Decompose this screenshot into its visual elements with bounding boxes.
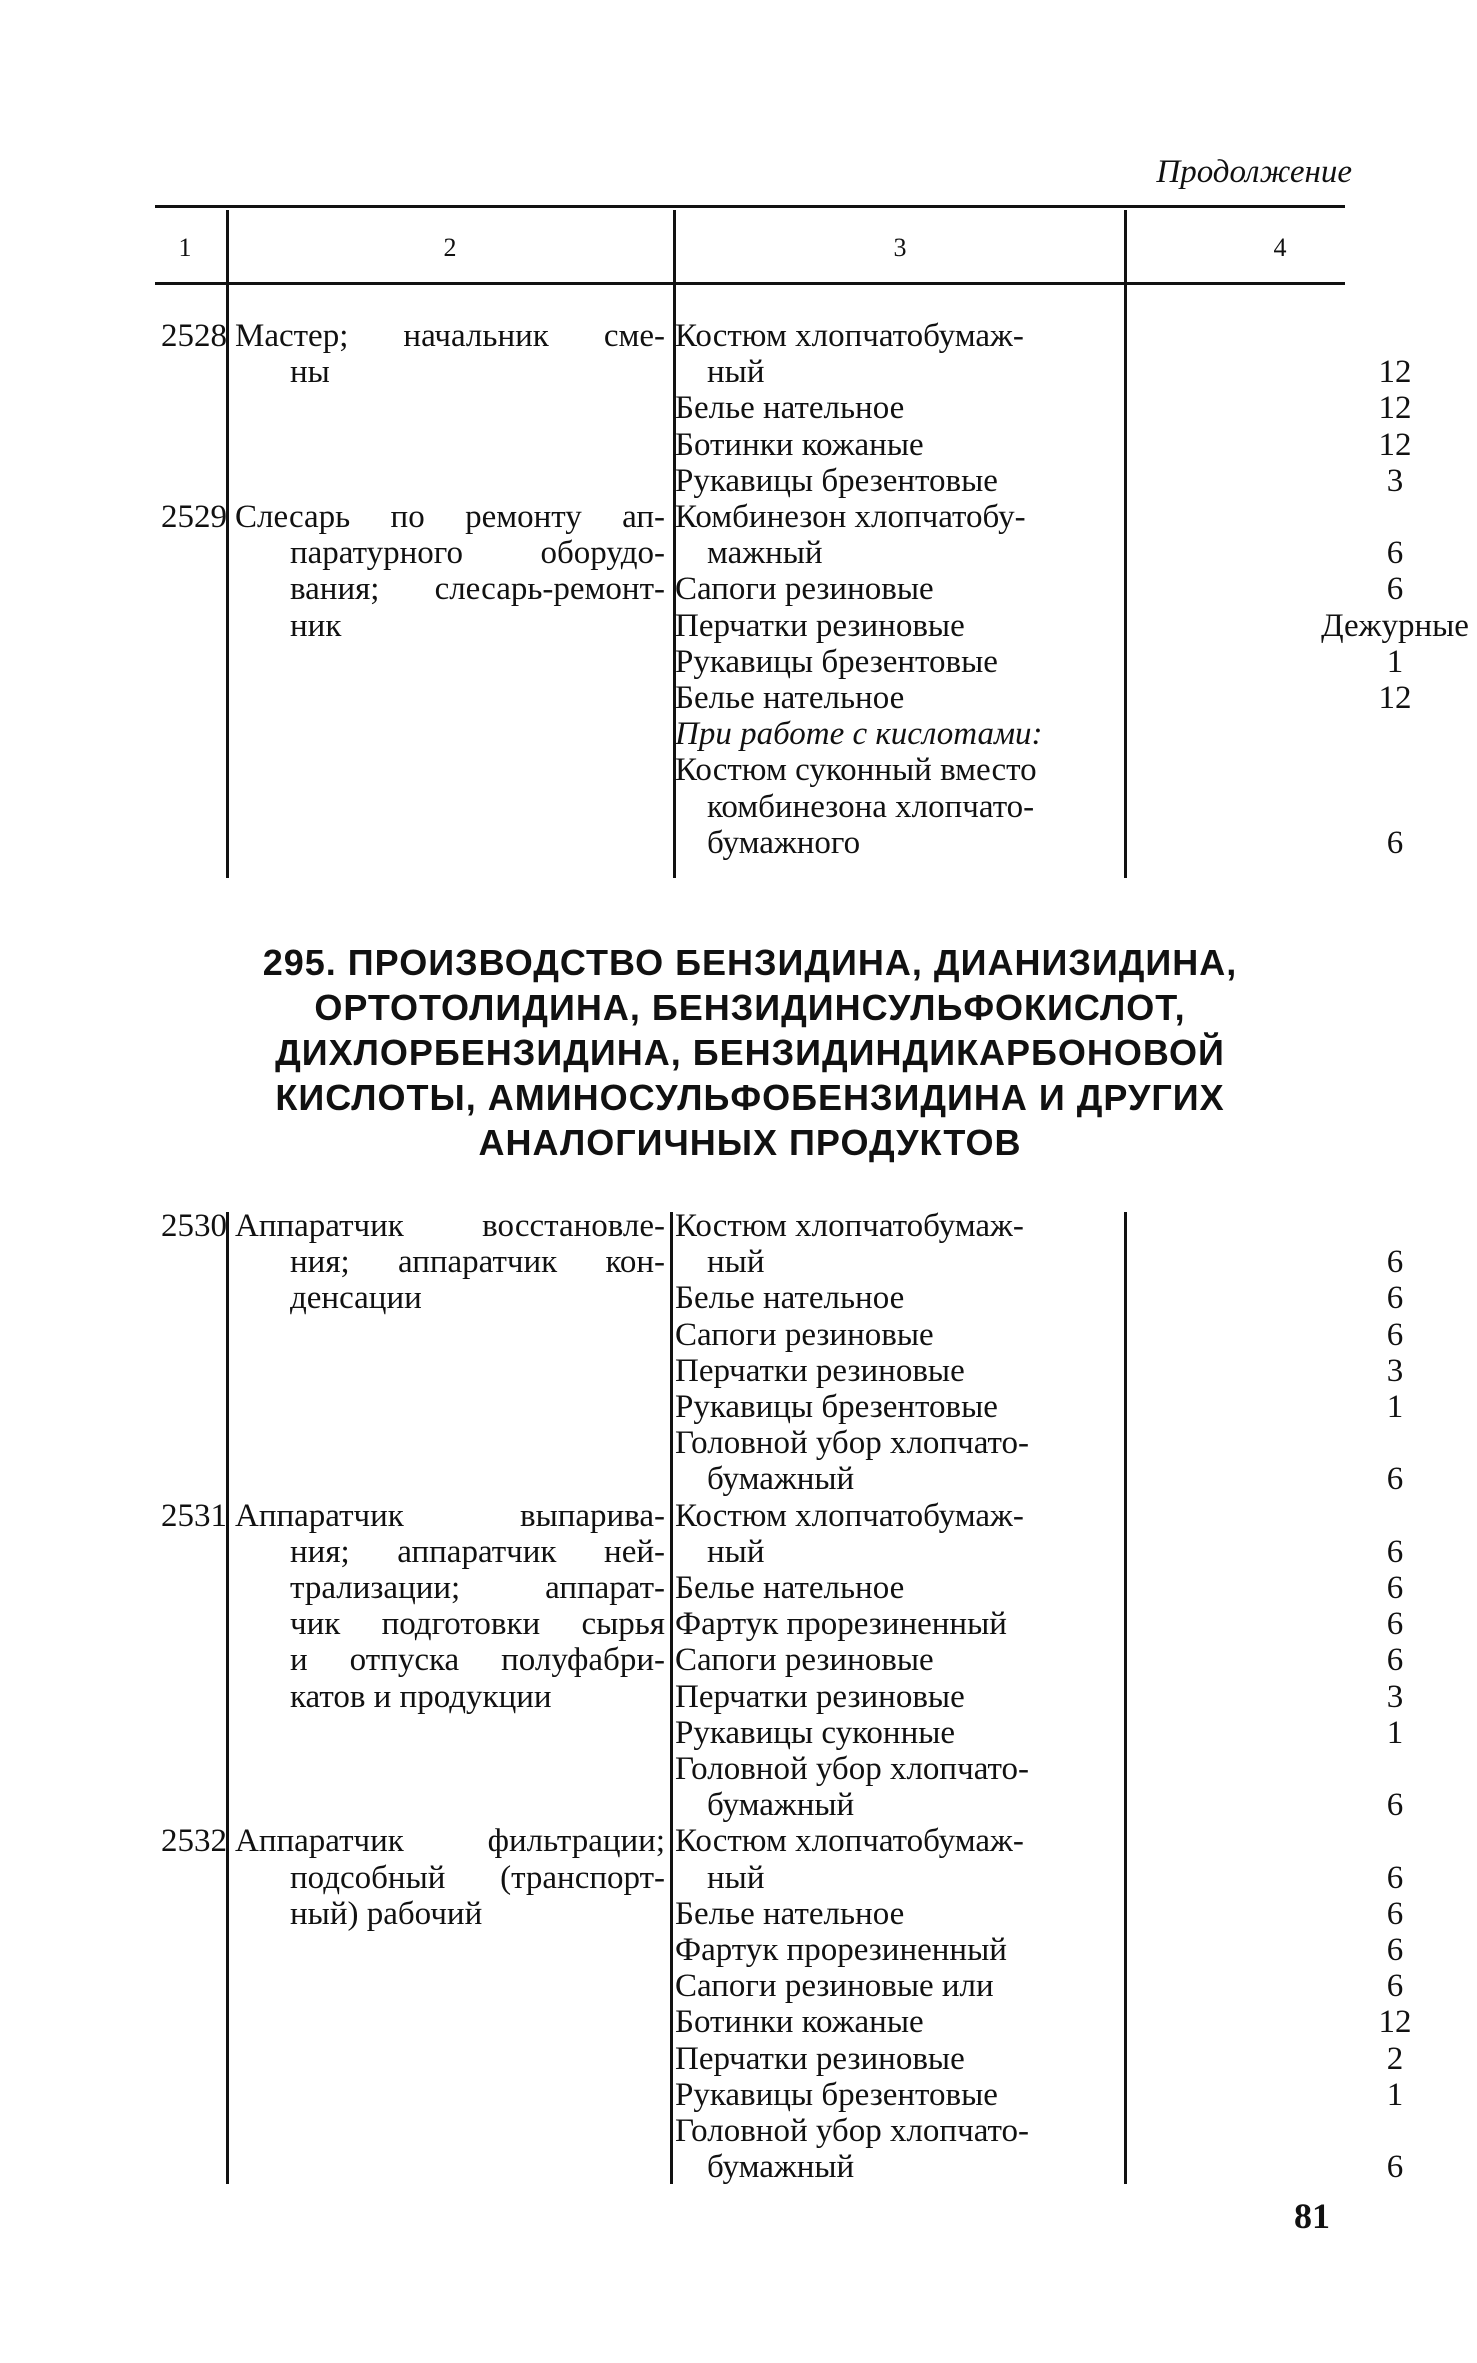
item-line: Фартук прорезиненный: [675, 1606, 1007, 1643]
section-title-line: АНАЛОГИЧНЫХ ПРОДУКТОВ: [478, 1122, 1022, 1163]
quantity-value: 12: [1378, 426, 1412, 463]
profession-cell: [235, 1498, 665, 1715]
row-number: 2531: [161, 1497, 227, 1534]
item-line: ный: [707, 354, 765, 391]
item-line: При работе с кислотами:: [675, 716, 1043, 753]
header-col-1: 1: [178, 233, 192, 262]
item-line: Костюм суконный вместо: [675, 752, 1037, 789]
quantity-value: [1290, 1823, 1477, 1859]
item-line: Рукавицы брезентовые: [675, 462, 998, 499]
header-top-rule: [155, 205, 1345, 208]
item-line: Сапоги резиновые: [675, 1642, 934, 1679]
item-line: бумажного: [707, 824, 861, 861]
quantity-value: [1290, 1751, 1477, 1787]
quantity-value: 1: [1386, 643, 1404, 680]
quantity-value: 6: [1386, 1931, 1404, 1968]
profession-line: Аппаратчик выпарива-: [235, 1497, 665, 1534]
quantity-value: [1290, 752, 1477, 788]
item-line: Костюм хлопчатобумаж-: [675, 1497, 1024, 1534]
item-line: Рукавицы брезентовые: [675, 643, 998, 680]
header-col-4: 4: [1273, 233, 1287, 262]
quantity-value: Дежурные: [1321, 607, 1469, 644]
quantity-value: 12: [1378, 679, 1412, 716]
section-title-line: ОРТОТОЛИДИНА, БЕНЗИДИНСУЛЬФОКИСЛОТ,: [314, 987, 1186, 1028]
quantity-value: 6: [1386, 1569, 1404, 1606]
item-line: Сапоги резиновые или: [675, 1968, 994, 2005]
profession-line: ния; аппаратчик ней-: [290, 1533, 665, 1570]
profession-line: трализации; аппарат-: [290, 1570, 665, 1606]
item-line: Костюм хлопчатобумаж-: [675, 318, 1024, 354]
row-number: 2528: [161, 318, 227, 354]
item-line: Рукавицы суконные: [675, 1714, 956, 1751]
item-line: ный: [707, 1859, 765, 1896]
items-cell: [675, 1208, 1275, 1498]
quantity-cell: [1290, 1823, 1477, 2185]
item-line: Белье нательное: [675, 390, 905, 427]
quantity-value: [1290, 499, 1477, 535]
quantity-value: 1: [1386, 2076, 1404, 2113]
profession-line: вания; слесарь-ремонт-: [290, 571, 665, 608]
quantity-value: 12: [1378, 2004, 1412, 2041]
item-line: Ботинки кожаные: [675, 2004, 924, 2041]
item-line: бумажный: [707, 1787, 855, 1824]
item-line: ный: [707, 1244, 765, 1281]
quantity-value: 12: [1378, 390, 1412, 427]
item-line: Комбинезон хлопчатобу-: [675, 499, 1026, 535]
item-line: Рукавицы брезентовые: [675, 2076, 998, 2113]
quantity-value: 6: [1386, 1280, 1404, 1317]
quantity-value: 1: [1386, 1388, 1404, 1425]
profession-cell: [235, 1208, 665, 1317]
section-title-line: 295. ПРОИЗВОДСТВО БЕНЗИДИНА, ДИАНИЗИДИНА,: [262, 942, 1238, 983]
quantity-cell: [1290, 318, 1477, 499]
item-line: Костюм хлопчатобумаж-: [675, 1823, 1024, 1860]
item-line: Перчатки резиновые: [675, 2040, 965, 2077]
quantity-value: 12: [1378, 354, 1412, 391]
quantity-value: 6: [1386, 1787, 1404, 1824]
item-line: Костюм хлопчатобумаж-: [675, 1208, 1024, 1244]
quantity-value: [1290, 789, 1477, 825]
profession-line: денсации: [290, 1280, 422, 1317]
quantity-value: [1290, 716, 1477, 752]
quantity-value: [1290, 318, 1477, 354]
item-line: комбинезона хлопчато-: [707, 788, 1035, 825]
item-line: Головной убор хлопчато-: [675, 1751, 1029, 1788]
quantity-value: [1290, 2113, 1477, 2149]
item-line: Сапоги резиновые: [675, 1316, 934, 1353]
item-line: бумажный: [707, 1461, 855, 1498]
quantity-value: 6: [1386, 1606, 1404, 1643]
item-line: ный: [707, 1533, 765, 1570]
profession-line: ник: [290, 607, 342, 644]
profession-cell: [235, 318, 665, 390]
header-bottom-rule: [155, 282, 1345, 285]
quantity-value: 6: [1386, 535, 1404, 572]
quantity-value: 3: [1386, 462, 1404, 499]
table-divider-1: [226, 210, 229, 878]
item-line: Ботинки кожаные: [675, 426, 924, 463]
profession-line: подсобный (транспорт-: [290, 1859, 665, 1896]
section-title: [200, 940, 1300, 1165]
profession-line: Мастер; начальник сме-: [235, 318, 665, 354]
item-line: Головной убор хлопчато-: [675, 1425, 1029, 1462]
profession-line: чик подготовки сырья: [290, 1606, 665, 1643]
item-line: Сапоги резиновые: [675, 571, 934, 608]
quantity-cell: [1290, 1208, 1477, 1498]
item-line: Фартук прорезиненный: [675, 1932, 1007, 1968]
header-col-3: 3: [893, 233, 907, 262]
quantity-cell: [1290, 499, 1477, 861]
item-line: Белье нательное: [675, 680, 905, 717]
quantity-value: 6: [1386, 1533, 1404, 1570]
quantity-value: [1290, 1425, 1477, 1461]
quantity-value: 6: [1386, 1895, 1404, 1932]
quantity-value: 6: [1386, 824, 1404, 861]
quantity-value: 6: [1386, 1968, 1404, 2005]
quantity-value: 3: [1386, 1678, 1404, 1715]
table2-divider-1: [226, 1212, 229, 2184]
item-line: Белье нательное: [675, 1570, 905, 1606]
item-line: Перчатки резиновые: [675, 1678, 965, 1715]
item-line: Белье нательное: [675, 1895, 905, 1932]
profession-line: и отпуска полуфабри-: [290, 1642, 665, 1679]
page-number: 81: [1294, 2196, 1330, 2236]
table2-divider-2: [670, 1212, 673, 2184]
item-line: Перчатки резиновые: [675, 1352, 965, 1389]
profession-cell: [235, 499, 665, 644]
quantity-value: 6: [1386, 2149, 1404, 2186]
row-number: 2532: [161, 1823, 227, 1860]
profession-cell: [235, 1823, 665, 1932]
quantity-value: 1: [1386, 1714, 1404, 1751]
profession-line: ны: [290, 354, 330, 391]
row-number: 2530: [161, 1208, 227, 1244]
quantity-value: 6: [1386, 1244, 1404, 1281]
continuation-label: Продолжение: [1156, 154, 1352, 190]
quantity-cell: [1290, 1498, 1477, 1824]
item-line: мажный: [707, 535, 823, 572]
items-cell: [675, 1823, 1275, 2185]
quantity-value: [1290, 1208, 1477, 1244]
profession-line: Аппаратчик фильтрации;: [235, 1823, 665, 1860]
row-number: 2529: [161, 499, 227, 535]
profession-line: ный) рабочий: [290, 1895, 483, 1932]
header-col-2: 2: [443, 233, 457, 262]
item-line: Белье нательное: [675, 1280, 905, 1317]
quantity-value: 6: [1386, 1316, 1404, 1353]
item-line: Рукавицы брезентовые: [675, 1389, 998, 1426]
profession-line: катов и продукции: [290, 1678, 552, 1715]
section-title-line: КИСЛОТЫ, АМИНОСУЛЬФОБЕНЗИДИНА И ДРУГИХ: [275, 1077, 1225, 1118]
profession-line: Аппаратчик восстановле-: [235, 1208, 665, 1244]
items-cell: [675, 499, 1275, 861]
quantity-value: 6: [1386, 571, 1404, 608]
item-line: бумажный: [707, 2149, 855, 2186]
profession-line: ния; аппаратчик кон-: [290, 1244, 665, 1281]
quantity-value: 2: [1386, 2040, 1404, 2077]
item-line: Головной убор хлопчато-: [675, 2113, 1029, 2150]
item-line: Перчатки резиновые: [675, 607, 965, 644]
quantity-value: 6: [1386, 1642, 1404, 1679]
quantity-value: 6: [1386, 1859, 1404, 1896]
items-cell: [675, 318, 1275, 499]
quantity-value: 3: [1386, 1352, 1404, 1389]
items-cell: [675, 1498, 1275, 1824]
quantity-value: 6: [1386, 1461, 1404, 1498]
profession-line: паратурного оборудо-: [290, 535, 665, 572]
profession-line: Слесарь по ремонту ап-: [235, 499, 665, 535]
quantity-value: [1290, 1498, 1477, 1534]
section-title-line: ДИХЛОРБЕНЗИДИНА, БЕНЗИДИНДИКАРБОНОВОЙ: [275, 1032, 1225, 1073]
